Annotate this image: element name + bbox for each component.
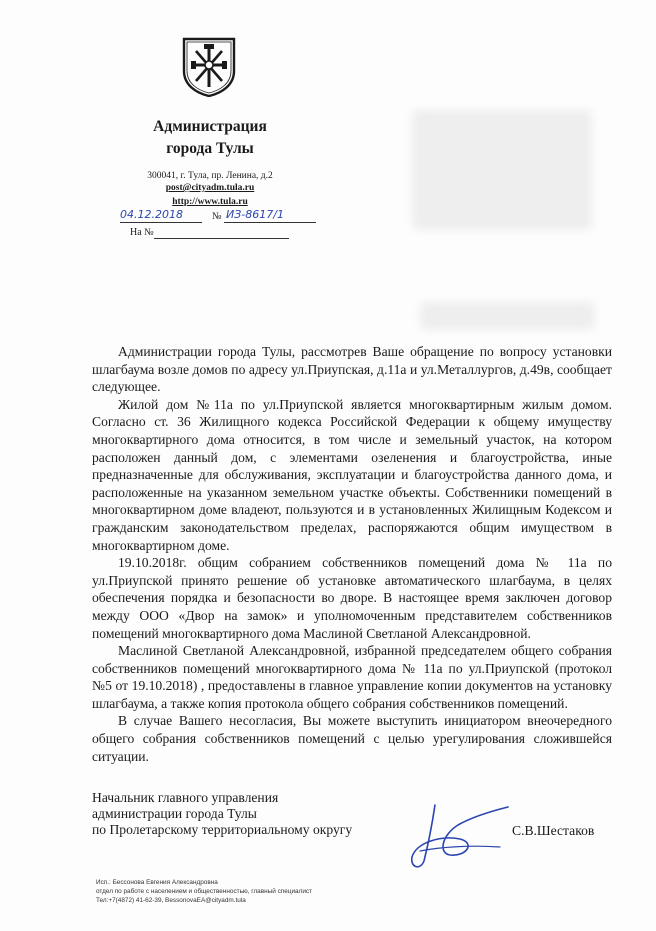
signatory-name: С.В.Шестаков — [512, 823, 595, 838]
registration-number: ИЗ-8617/1 — [226, 208, 284, 221]
signatory-title — [92, 790, 392, 838]
registration-number-label: № — [212, 211, 222, 222]
executor-name: Исп.: Бессонова Евгения Александровна — [96, 879, 218, 886]
body-paragraph: 19.10.2018г. общим собранием собственников помещений дома № 11а по ул.Приупской принято решение об установке автоматического шлагбаума, в целях обеспечения порядка и безопасности во дворе. В настоящее время заключен договор между ООО «Двор на замок» и уполномоченным представителем собственников помещений многоквартирного дома Маслиной Светланой Александровной. — [92, 555, 612, 641]
org-name-line1: Администрация — [153, 118, 267, 135]
coat-of-arms-icon — [180, 35, 238, 97]
number-underline — [224, 222, 316, 223]
org-name-line2: города Тулы — [166, 140, 254, 157]
redacted-recipient-block — [412, 110, 592, 230]
registration-date: 04.12.2018 — [120, 208, 183, 221]
letter-body — [92, 343, 612, 765]
postal-address: 300041, г. Тула, пр. Ленина, д.2 — [147, 171, 273, 181]
signatory-title-line1: Начальник главного управления — [92, 790, 279, 805]
signatory-title-line3: по Пролетарскому территориальному округу — [92, 822, 353, 837]
body-paragraph: Маслиной Светланой Александровной, избранной председателем общего собрания собственников помещений многоквартирного дома № 11а по ул.Приупской (протокол №5 от 19.10.2018) , предоставлены в главное управление копии документов на установку шлагбаума, а также копия протокола общего собрания собственников помещений. — [92, 643, 612, 711]
reply-reference-underline — [154, 238, 289, 239]
body-paragraph: Администрации города Тулы, рассмотрев Ваше обращение по вопросу установки шлагбаума возле домов по адресу ул.Приупская, д.11а и ул.Металлургов, д.49в, сообщает следующее. — [92, 344, 612, 395]
registration-line — [120, 208, 320, 224]
signatory-title-line2: администрации города Тулы — [92, 806, 257, 821]
executor-contacts: Тел:+7(4872) 41-62-39, BessonovaEA@cityadm.tula — [96, 897, 246, 904]
email-link[interactable]: post@cityadm.tula.ru — [165, 183, 255, 193]
executor-department: отдел по работе с населением и общественностью, главный специалист — [96, 888, 313, 895]
body-paragraph: Жилой дом №11а по ул.Приупской является многоквартирным жилым домом. Согласно ст. 36 Жилищного кодекса Российской Федерации к общему имуществу многоквартирного дома относится, в том числе и земельный участок, на котором расположен данный дом, с элементами озеленения и благоустройства, иные предназначенные для обслуживания, эксплуатации и благоустройства данного дома, и расположенные на указанном земельном участке объекты. Собственники помещений в многоквартирном доме владеют, пользуются и в установленных Жилищным Кодексом и гражданским законодательством пределах, распоряжаются общим имуществом в многоквартирном доме. — [92, 396, 612, 553]
website-link[interactable]: http://www.tula.ru — [172, 197, 248, 207]
executor-info — [96, 878, 416, 905]
date-underline — [120, 222, 202, 223]
body-paragraph: В случае Вашего несогласия, Вы можете выступить инициатором внеочередного общего собрания собственников помещений с целью урегулирования сложившейся ситуации. — [92, 713, 612, 764]
handwritten-signature — [380, 795, 520, 875]
reply-reference-label: На № — [130, 227, 154, 238]
redacted-salutation — [420, 302, 595, 330]
